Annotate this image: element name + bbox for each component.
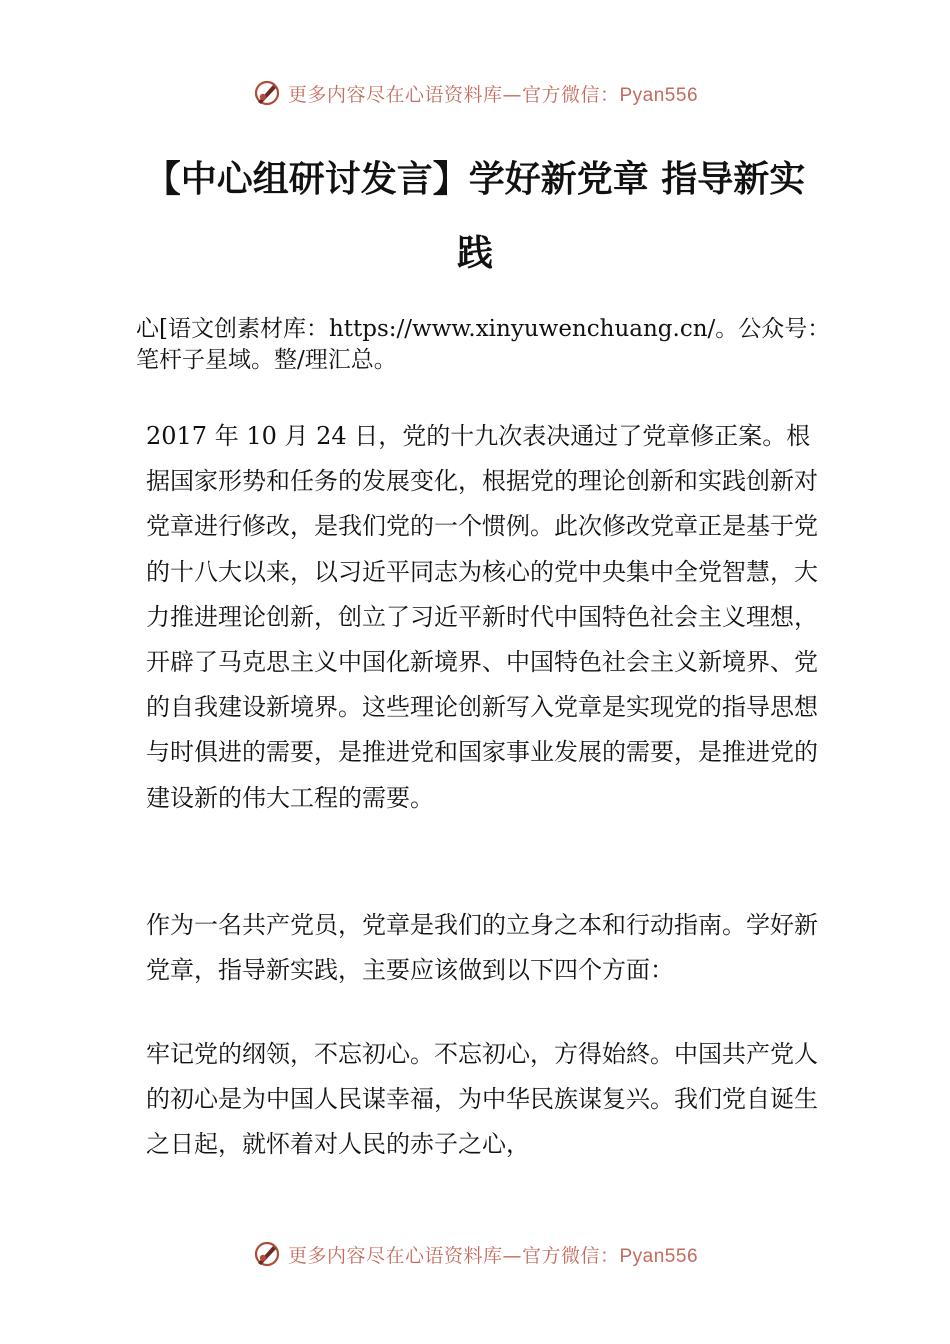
document-title: 【中心组研讨发言】学好新党章 指导新实 <box>144 159 806 200</box>
wechat-id: Pyan556 <box>619 84 699 106</box>
footer-banner <box>0 1234 950 1274</box>
source-note: 心[语文创素材库：https://www.xinyuwenchuang.cn/。公众号：笔杆子星域。整/理汇总。 <box>136 316 831 373</box>
wechat-id: Pyan556 <box>619 1245 699 1267</box>
header-banner <box>0 73 950 113</box>
body-paragraph: 2017 年 10 月 24 日，党的十九次表决通过了党章修正案。根据国家形势和任务的发展变化，根据党的理论创新和实践创新对党章进行修改，是我们党的一个惯例。此次修改党章正是基于党的十八大以来，以习近平同志为核心的党中央集中全党智慧，大力推进理论创新，创立了习近平新时代中国特色社会主义理想，开辟了马克思主义中国化新境界、中国特色社会主义新境界、党的自我建设新境界。这些理论创新写入党章是实现党的指导思想与时俱进的需要，是推进党和国家事业发展的需要，是推进党的建设新的伟大工程的需要。 <box>146 422 818 812</box>
pen-nib-logo-icon <box>252 1239 282 1269</box>
body-paragraph: 牢记党的纲领，不忘初心。不忘初心，方得始終。中国共产党人的初心是为中国人民谋幸福，为中华民族谋复兴。我们党自诞生之日起，就怀着对人民的赤子之心， <box>146 1040 818 1159</box>
body-paragraph: 作为一名共产党员，党章是我们的立身之本和行动指南。学好新党章，指导新实践，主要应该做到以下四个方面： <box>146 911 818 985</box>
document-title-continued: 践 <box>456 233 493 274</box>
pen-nib-logo-icon <box>252 78 282 108</box>
footer-banner-text: 更多内容尽在心语资料库—官方微信：Pyan556 <box>287 1244 699 1267</box>
header-banner-text: 更多内容尽在心语资料库—官方微信：Pyan556 <box>287 83 699 106</box>
